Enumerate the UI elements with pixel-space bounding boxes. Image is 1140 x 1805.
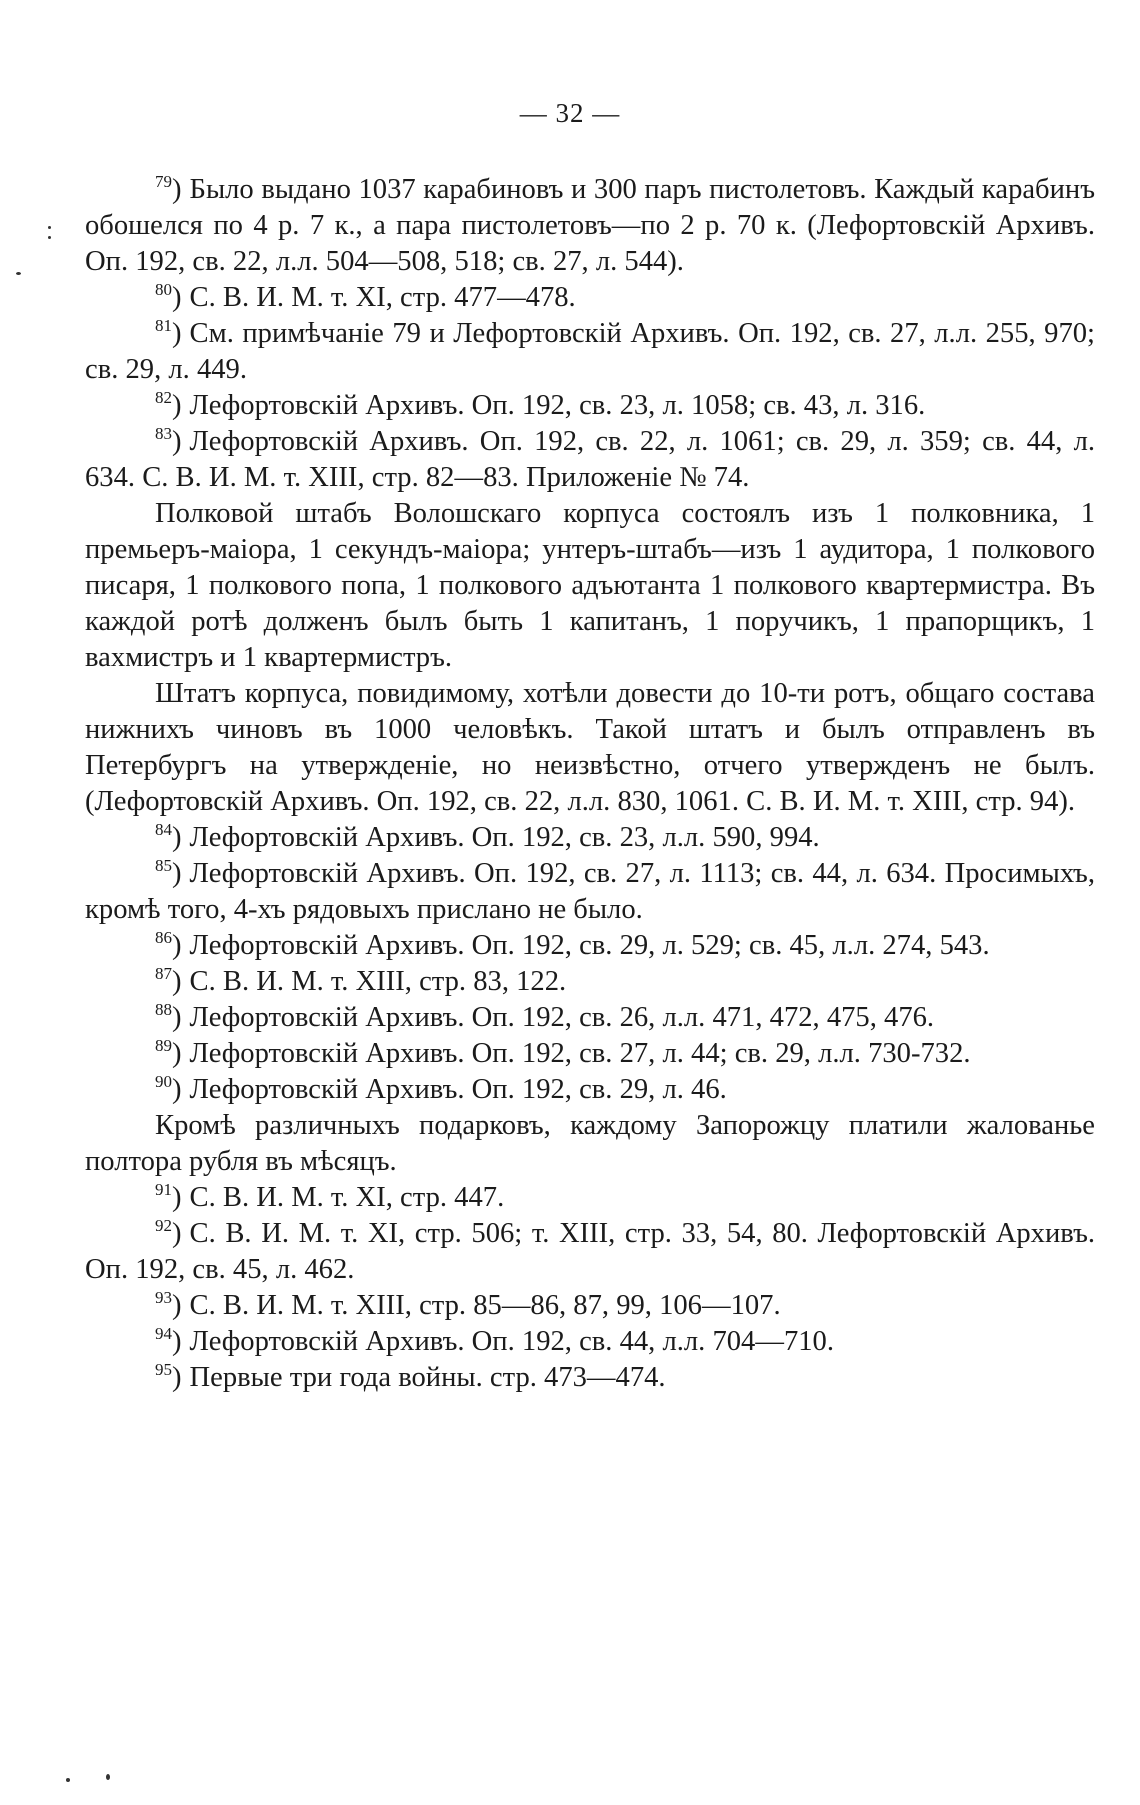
scan-speck <box>66 1778 70 1782</box>
footnote-text: См. примѣчаніе 79 и Лефортовскій Архивъ. Оп. 192, св. 27, л.л. 255, 970; св. 29, л. 449. <box>85 318 1095 385</box>
footnote-90: $^{90}$) Лефортовскій Архивъ. Оп. 192, св. 29, л. 46. <box>155 1072 727 1105</box>
footnote-84: $^{84}$) Лефортовскій Архивъ. Оп. 192, св. 23, л.л. 590, 994. <box>155 820 820 853</box>
footnote-marker: 87 <box>155 964 172 983</box>
footnote-text: Лефортовскій Архивъ. Оп. 192, св. 44, л.л. 704—710. <box>189 1326 834 1357</box>
footnote-93: $^{93}$) С. В. И. М. т. XIII, стр. 85—86, 87, 99, 106—107. <box>155 1288 781 1321</box>
footnote-marker: 80 <box>155 280 172 299</box>
scan-speck <box>48 236 51 239</box>
footnote-text: С. В. И. М. т. XI, стр. 447. <box>189 1182 505 1213</box>
footnote-82: $^{82}$) Лефортовскій Архивъ. Оп. 192, св. 23, л. 1058; св. 43, л. 316. <box>155 388 926 421</box>
footnote-text: С. В. И. М. т. XIII, стр. 83, 122. <box>189 966 567 997</box>
scan-speck <box>48 226 51 229</box>
scan-speck <box>16 272 21 275</box>
page-number: — 32 — <box>519 98 621 128</box>
footnote-marker: 93 <box>155 1288 172 1307</box>
footnote-marker: 85 <box>155 856 172 875</box>
paragraph-regiment-staff: Полковой штабъ Волошскаго корпуса состоялъ изъ 1 полковника, 1 премьеръ-маіора, 1 секундъ-маіора; унтеръ-штабъ—изъ 1 аудитора, 1 полкового писаря, 1 полкового попа, 1 полкового адъютанта 1 полкового квартермистра. Въ каждой ротѣ долженъ былъ быть 1 капитанъ, 1 поручикъ, 1 прапорщикъ, 1 вахмистръ и 1 квартермистръ. <box>85 498 1095 673</box>
footnote-marker: 79 <box>155 172 172 191</box>
footnote-text: Первые три года войны. стр. 473—474. <box>189 1362 666 1393</box>
footnote-83: $^{83}$) Лефортовскій Архивъ. Оп. 192, св. 22, л. 1061; св. 29, л. 359; св. 44, л. 634. С. В. И. М. т. XIII, стр. 82—83. Приложеніе № 74. <box>85 424 1095 493</box>
footnote-text: Лефортовскій Архивъ. Оп. 192, св. 26, л.л. 471, 472, 475, 476. <box>189 1002 935 1033</box>
footnote-text: Лефортовскій Архивъ. Оп. 192, св. 23, л. 1058; св. 43, л. 316. <box>189 390 926 421</box>
footnote-95: $^{95}$) Первые три года войны. стр. 473—474. <box>155 1360 666 1393</box>
footnote-85: $^{85}$) Лефортовскій Архивъ. Оп. 192, св. 27, л. 1113; св. 44, л. 634. Просимыхъ, кромѣ того, 4-хъ рядовыхъ прислано не было. <box>85 856 1095 925</box>
footnote-text: Лефортовскій Архивъ. Оп. 192, св. 27, л. 44; св. 29, л.л. 730-732. <box>189 1038 971 1069</box>
footnote-marker: 84 <box>155 820 172 839</box>
footnote-text: Лефортовскій Архивъ. Оп. 192, св. 27, л. 1113; св. 44, л. 634. Просимыхъ, кромѣ того, 4-хъ рядовыхъ прислано не было. <box>85 858 1095 925</box>
footnote-92: $^{92}$) С. В. И. М. т. XI, стр. 506; т. XIII, стр. 33, 54, 80. Лефортовскій Архивъ. Оп. 192, св. 45, л. 462. <box>85 1216 1095 1285</box>
footnote-text: Лефортовскій Архивъ. Оп. 192, св. 29, л. 46. <box>189 1074 727 1105</box>
footnote-text: Было выдано 1037 карабиновъ и 300 паръ пистолетовъ. Каждый карабинъ обошелся по 4 р. 7 к., а пара пистолетовъ—по 2 р. 70 к. (Лефортовскій Архивъ. Оп. 192, св. 22, л.л. 504—508, 518; св. 27, л. 544). <box>85 174 1095 277</box>
footnote-marker: 88 <box>155 1000 172 1019</box>
footnote-text: С. В. И. М. т. XI, стр. 477—478. <box>189 282 576 313</box>
footnote-94: $^{94}$) Лефортовскій Архивъ. Оп. 192, св. 44, л.л. 704—710. <box>155 1324 834 1357</box>
footnote-marker: 86 <box>155 928 172 947</box>
footnote-80: $^{80}$) С. В. И. М. т. XI, стр. 477—478. <box>155 280 576 313</box>
footnote-marker: 89 <box>155 1036 172 1055</box>
footnote-marker: 82 <box>155 388 172 407</box>
footnote-87: $^{87}$) С. В. И. М. т. XIII, стр. 83, 122. <box>155 964 567 997</box>
footnote-91: $^{91}$) С. В. И. М. т. XI, стр. 447. <box>155 1180 505 1213</box>
footnote-88: $^{88}$) Лефортовскій Архивъ. Оп. 192, св. 26, л.л. 471, 472, 475, 476. <box>155 1000 935 1033</box>
scan-speck <box>106 1774 110 1780</box>
paragraph-corps-staff: Штатъ корпуса, повидимому, хотѣли довести до 10-ти ротъ, общаго состава нижнихъ чиновъ въ 1000 человѣкъ. Такой штатъ и былъ отправленъ въ Петербургъ на утвержденіе, но неизвѣстно, отчего утвержденъ не былъ. (Лефортовскій Архивъ. Оп. 192, св. 22, л.л. 830, 1061. С. В. И. М. т. XIII, стр. 94). <box>85 678 1095 817</box>
footnote-81: $^{81}$) См. примѣчаніе 79 и Лефортовскій Архивъ. Оп. 192, св. 27, л.л. 255, 970; св. 29, л. 449. <box>85 316 1095 385</box>
footnote-text: С. В. И. М. т. XIII, стр. 85—86, 87, 99, 106—107. <box>189 1290 781 1321</box>
footnote-text: Лефортовскій Архивъ. Оп. 192, св. 23, л.л. 590, 994. <box>189 822 820 853</box>
footnote-marker: 81 <box>155 316 172 335</box>
footnotes-text-block <box>85 172 1095 1396</box>
footnote-text: С. В. И. М. т. XI, стр. 506; т. XIII, стр. 33, 54, 80. Лефортовскій Архивъ. Оп. 192, св. 45, л. 462. <box>85 1218 1095 1285</box>
footnote-marker: 91 <box>155 1180 172 1199</box>
footnote-text: Лефортовскій Архивъ. Оп. 192, св. 22, л. 1061; св. 29, л. 359; св. 44, л. 634. С. В. И. М. т. XIII, стр. 82—83. Приложеніе № 74. <box>85 426 1095 493</box>
footnote-marker: 90 <box>155 1072 172 1091</box>
footnote-marker: 83 <box>155 424 172 443</box>
footnote-text: Лефортовскій Архивъ. Оп. 192, св. 29, л. 529; св. 45, л.л. 274, 543. <box>189 930 990 961</box>
paragraph-zaporozhets-pay: Кромѣ различныхъ подарковъ, каждому Запорожцу платили жалованье полтора рубля въ мѣсяцъ. <box>85 1110 1095 1177</box>
footnote-79: $^{79}$) Было выдано 1037 карабиновъ и 300 паръ пистолетовъ. Каждый карабинъ обошелся по 4 р. 7 к., а пара пистолетовъ—по 2 р. 70 к. (Лефортовскій Архивъ. Оп. 192, св. 22, л.л. 504—508, 518; св. 27, л. 544). <box>85 172 1095 277</box>
footnote-marker: 94 <box>155 1324 172 1343</box>
footnote-89: $^{89}$) Лефортовскій Архивъ. Оп. 192, св. 27, л. 44; св. 29, л.л. 730-732. <box>155 1036 971 1069</box>
footnote-marker: 92 <box>155 1216 172 1235</box>
footnote-86: $^{86}$) Лефортовскій Архивъ. Оп. 192, св. 29, л. 529; св. 45, л.л. 274, 543. <box>155 928 990 961</box>
footnote-marker: 95 <box>155 1360 172 1379</box>
